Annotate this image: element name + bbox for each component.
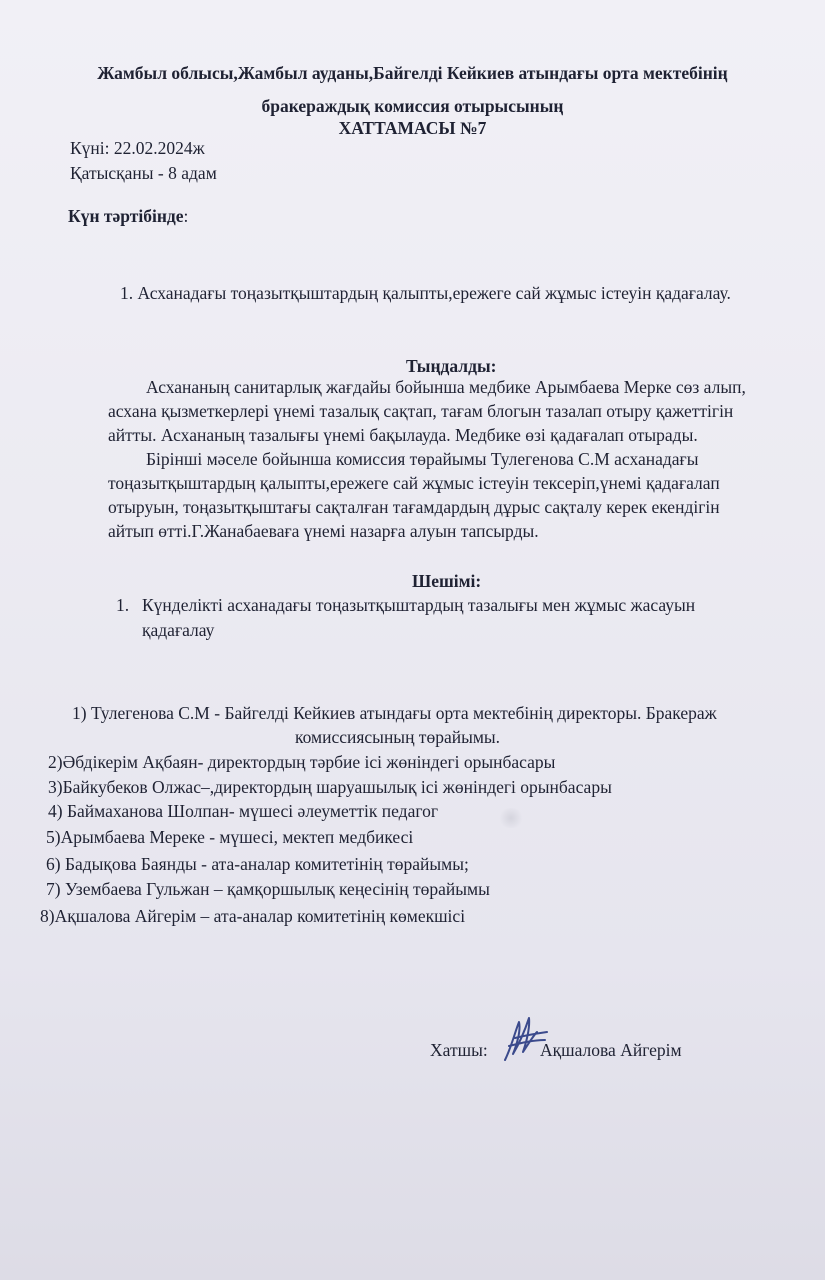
heard-line: тоңазытқыштардың қалыпты,ережеге сай жұмыс істеуін тексеріп,үнемі қадағалап <box>108 473 720 493</box>
heard-line: Асхананың санитарлық жағдайы бойынша медбике Арымбаева Мерке сөз алып, <box>146 377 746 397</box>
member-1-line-1: 1) Тулегенова С.М - Байгелді Кейкиев атындағы орта мектебінің директоры. Бракераж <box>72 703 717 723</box>
decision-heading: Шешімі: <box>412 571 482 591</box>
heard-line: айтты. Асхананың тазалығы үнемі бақылауда. Медбике өзі қадағалап отырады. <box>108 425 698 445</box>
meeting-date: Күні: 22.02.2024ж <box>70 138 205 158</box>
header-line-1: Жамбыл облысы,Жамбыл ауданы,Байгелді Кейкиев атындағы орта мектебінің <box>97 63 728 83</box>
decision-number: 1. <box>116 595 130 615</box>
header-line-2: бракераждық комиссия отырысының <box>261 96 564 116</box>
member-8: 8)Ақшалова Айгерім – ата-аналар комитетінің көмекшісі <box>40 906 466 926</box>
heard-line: айтып өтті.Г.Жанабаеваға үнемі назарға алуын тапсырды. <box>108 521 539 541</box>
heard-line: отыруын, тоңазытқыштағы сақталған тағамдардың дұрыс сақталу керек екендігін <box>108 497 720 517</box>
document-title: ХАТТАМАСЫ №7 <box>338 118 487 138</box>
member-3: 3)Байкубеков Олжас–,директордың шаруашылық ісі жөніндегі орынбасары <box>48 777 612 797</box>
agenda-item-1: 1. Асханадағы тоңазытқыштардың қалыпты,ережеге сай жұмыс істеуін қадағалау. <box>120 283 731 303</box>
secretary-label: Хатшы: <box>430 1040 488 1060</box>
agenda-heading-row <box>68 205 188 227</box>
member-1-line-2: комиссиясының төрайымы. <box>295 727 501 747</box>
member-6: 6) Бадықова Баянды - ата-аналар комитетінің төрайымы; <box>46 854 469 874</box>
heard-line: Бірінші мәселе бойынша комиссия төрайымы Тулегенова С.М асханадағы <box>146 449 699 469</box>
agenda-heading: Күн тәртібінде <box>68 206 184 226</box>
decision-line-1: Күнделікті асханадағы тоңазытқыштардың тазалығы мен жұмыс жасауын <box>142 595 696 615</box>
member-7: 7) Узембаева Гульжан – қамқоршылық кеңесінің төрайымы <box>46 879 490 899</box>
ink-smudge <box>498 808 524 828</box>
heard-line: асхана қызметкерлері үнемі тазалық сақтап, тағам блогын тазалап отыру қажеттігін <box>108 401 734 421</box>
member-4: 4) Баймаханова Шолпан- мүшесі әлеуметтік педагог <box>48 801 439 821</box>
attendee-count: Қатысқаны - 8 адам <box>70 163 217 183</box>
member-2: 2)Әбдікерім Ақбаян- директордың тәрбие ісі жөніндегі орынбасары <box>48 752 556 772</box>
secretary-name: Ақшалова Айгерім <box>540 1040 682 1060</box>
decision-line-2: қадағалау <box>142 620 215 640</box>
member-5: 5)Арымбаева Мереке - мүшесі, мектеп медбикесі <box>46 827 414 847</box>
agenda-colon: : <box>183 206 189 226</box>
heard-heading: Тыңдалды: <box>406 356 497 376</box>
heard-paragraph <box>108 375 808 543</box>
